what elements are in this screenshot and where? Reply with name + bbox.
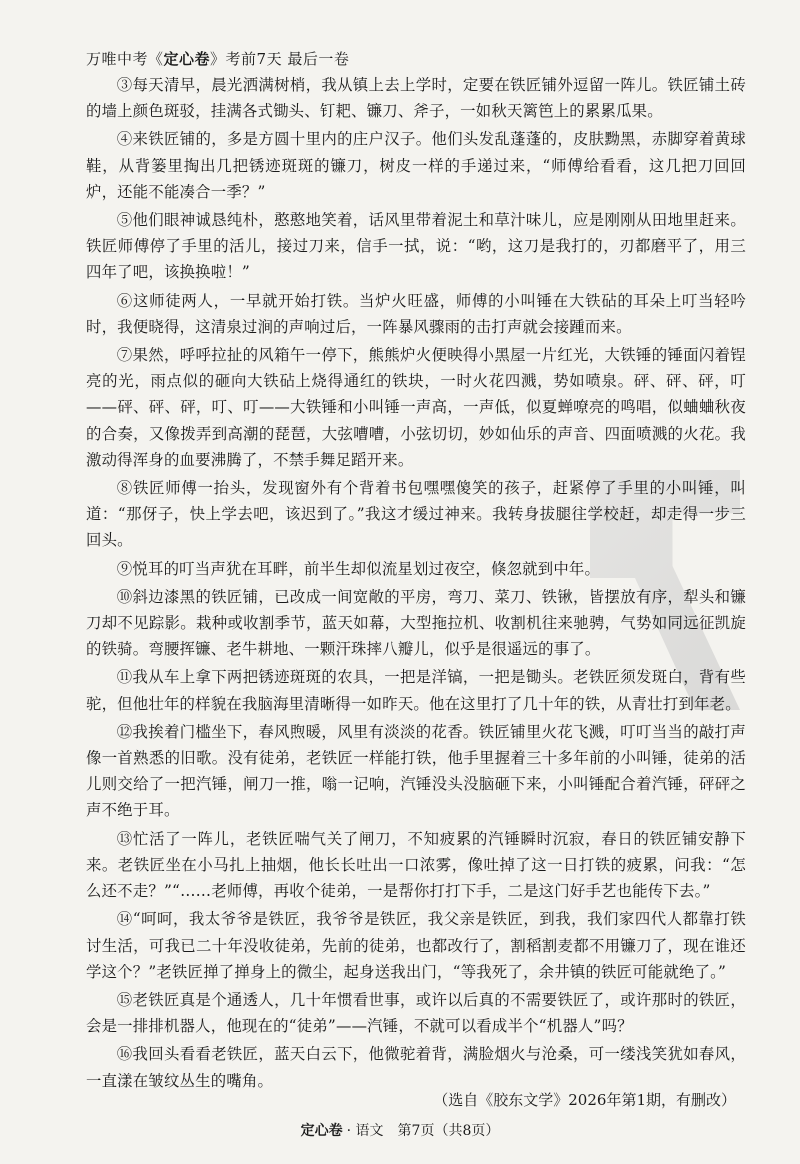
source-citation: （选自《胶东文学》2026年第1期，有删改） bbox=[433, 1091, 736, 1109]
paragraph-3: ③每天清早，晨光洒满树梢，我从镇上去上学时，定要在铁匠铺外逗留一阵儿。铁匠铺土砖的墙上颜色斑驳，挂满各式锄头、钉耙、镰刀、斧子，一如秋天篱笆上的累累瓜果。 bbox=[86, 76, 746, 121]
paragraph-14: ⑭“呵呵，我太爷爷是铁匠，我爷爷是铁匠，我父亲是铁匠，到我，我们家四代人都靠打铁讨生活，可我已二十年没收徒弟，先前的徒弟，也都改行了，割稻割麦都不用镰刀了，现在谁还学这个？”老铁匠掸了掸身上的微尘，起身送我出门，“等我死了，余井镇的铁匠可能就绝了。” bbox=[86, 910, 746, 981]
page-header bbox=[86, 48, 349, 69]
header-title: 定心卷 bbox=[163, 50, 211, 68]
page-footer bbox=[0, 1120, 800, 1140]
paragraph-6: ⑥这师徒两人，一早就开始打铁。当炉火旺盛，师傅的小叫锤在大铁砧的耳朵上叮当轻吟时，我便晓得，这清泉过涧的声响过后，一阵暴风骤雨的击打声就会接踵而来。 bbox=[86, 291, 746, 336]
paragraph-10: ⑩斜边漆黑的铁匠铺，已改成一间宽敞的平房，弯刀、菜刀、铁锹，皆摆放有序，犁头和镰刀却不见踪影。栽种或收割季节，蓝天如幕，大型拖拉机、收割机往来驰骋，气势如同远征凯旋的铁骑。弯腰挥镰、老牛耕地、一颗汗珠摔八瓣儿，似乎是很遥远的事了。 bbox=[86, 587, 746, 659]
footer-page-info: · 语文 第7页（共8页） bbox=[346, 1123, 500, 1139]
paragraph-13: ⑬忙活了一阵儿，老铁匠喘气关了闸刀，不知疲累的汽锤瞬时沉寂，春日的铁匠铺安静下来。老铁匠坐在小马扎上抽烟，他长长吐出一口浓雾，像吐掉了这一日打铁的疲累，问我：“怎么还不走？”“……老师傅，再收个徒弟，一是帮你打打下手，二是这门好手艺也能传下去。” bbox=[86, 829, 746, 901]
paragraph-15: ⑮老铁匠真是个通透人，几十年惯看世事，或许以后真的不需要铁匠了，或许那时的铁匠，会是一排排机器人，他现在的“徒弟”——汽锤，不就可以看成半个“机器人”吗？ bbox=[86, 990, 746, 1036]
paragraph-9: ⑨悦耳的叮当声犹在耳畔，前半生却似流星划过夜空，倏忽就到中年。 bbox=[116, 559, 601, 578]
footer-brand: 定心卷 bbox=[300, 1123, 343, 1139]
paragraph-5: ⑤他们眼神诚恳纯朴，憨憨地笑着，话风里带着泥土和草汁味儿，应是刚刚从田地里赶来。铁匠师傅停了手里的活儿，接过刀来，信手一拭，说：“哟，这刀是我打的，刃都磨平了，用三四年了吧，该换换啦！” bbox=[86, 211, 746, 282]
paragraph-12: ⑫我挨着门槛坐下，春风煦暖，风里有淡淡的花香。铁匠铺里火花飞溅，叮叮当当的敲打声像一首熟悉的旧歌。没有徒弟，老铁匠一样能打铁，他手里握着三十多年前的小叫锤，徒弟的活儿则交给了一把汽锤，闸刀一推，嗡一记响，汽锤没头没脑砸下来，小叫锤配合着汽锤，砰砰之声不绝于耳。 bbox=[86, 722, 746, 820]
article-body bbox=[86, 72, 746, 1096]
paragraph-16: ⑯我回头看看老铁匠，蓝天白云下，他微驼着背，满脸烟火与沧桑，可一缕浅笑犹如春风，一直漾在皱纹丛生的嘴角。 bbox=[86, 1045, 746, 1090]
paragraph-11: ⑪我从车上拿下两把锈迹斑斑的农具，一把是洋镐，一把是锄头。老铁匠须发斑白，背有些驼，但他壮年的样貌在我脑海里清晰得一如昨天。他在这里打了几十年的铁，从青壮打到年老。 bbox=[86, 668, 746, 713]
paragraph-8: ⑧铁匠师傅一抬头，发现窗外有个背着书包嘿嘿傻笑的孩子，赶紧停了手里的小叫锤，叫道：“那伢子，快上学去吧，该迟到了。”我这才缓过神来。我转身拔腿往学校赶，却走得一步三回头。 bbox=[86, 479, 746, 550]
header-suffix: 》考前7天 最后一卷 bbox=[210, 50, 350, 68]
paragraph-4: ④来铁匠铺的，多是方圆十里内的庄户汉子。他们头发乱蓬蓬的，皮肤黝黑，赤脚穿着黄球鞋，从背篓里掏出几把锈迹斑斑的镰刀，树皮一样的手递过来，“师傅给看看，这几把刀回回炉，还能不能凑合一季？” bbox=[86, 130, 746, 201]
header-prefix: 万唯中考《 bbox=[86, 50, 164, 68]
paragraph-7: ⑦果然，呼呼拉扯的风箱午一停下，熊熊炉火便映得小黑屋一片红光，大铁锤的锤面闪着锃亮的光，雨点似的砸向大铁砧上烧得通红的铁块，一时火花四溅，势如喷泉。砰、砰、砰，叮——砰、砰、砰，叮、叮——大铁锤和小叫锤一声高，一声低，似夏蝉嘹亮的鸣唱，似蛐蛐秋夜的合奏，又像拨弄到高潮的琵琶，大弦嘈嘈，小弦切切，妙如仙乐的声音、四面喷溅的火花。我激动得浑身的血要沸腾了，不禁手舞足蹈开来。 bbox=[86, 346, 746, 469]
